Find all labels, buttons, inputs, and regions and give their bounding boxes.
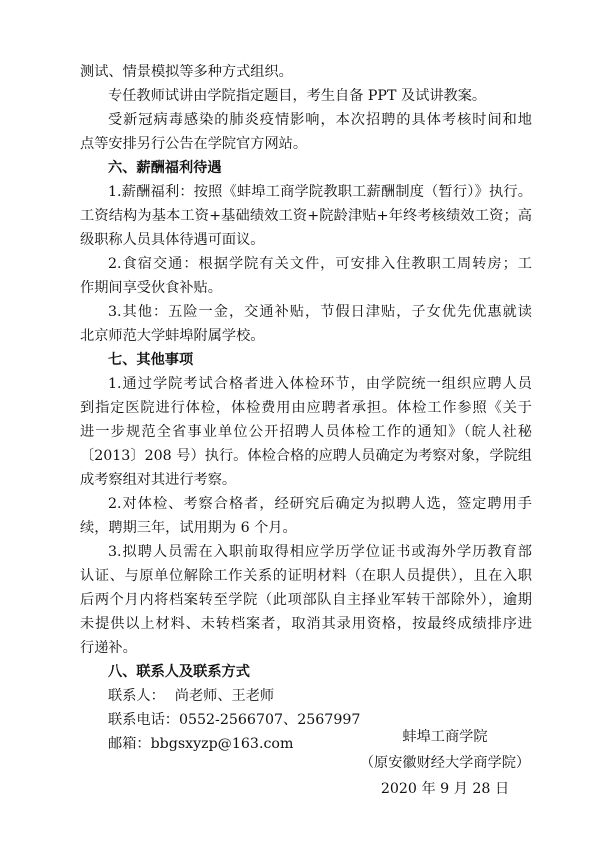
- paragraph-assessment: [80, 60, 532, 156]
- salary-line: 工资结构为基本工资+基础绩效工资+院龄津贴+年终考核绩效工资；高: [80, 208, 532, 224]
- contact-email-label: 邮箱：: [108, 736, 151, 752]
- signature-block: [345, 724, 545, 802]
- other-line: 到指定医院进行体检，体检费用由应聘者承担。体检工作参照《关于: [80, 400, 532, 416]
- section-heading-other: 七、其他事项: [108, 352, 194, 368]
- other-line: 2.对体检、考察合格者，经研究后确定为拟聘人选，签定聘用手: [108, 496, 532, 512]
- salary-line: 1.薪酬福利：按照《蚌埠工商学院教职工薪酬制度（暂行）》执行。: [108, 184, 532, 200]
- contact-email-value[interactable]: bbgsxyzp@163.com: [150, 736, 294, 752]
- contact-person-value: 尚老师、王老师: [174, 688, 275, 704]
- salary-line: 作期间享受伙食补贴。: [80, 280, 222, 296]
- other-line: 进一步规范全省事业单位公开招聘人员体检工作的通知》（皖人社秘: [80, 424, 532, 440]
- signature-date: 2020 年 9 月 28 日: [380, 781, 510, 797]
- salary-line: 3.其他：五险一金，交通补贴，节假日津贴，子女优先优惠就读: [108, 304, 532, 320]
- other-line: 1.通过学院考试合格者进入体检环节，由学院统一组织应聘人员: [108, 376, 532, 392]
- section-heading-salary: 六、薪酬福利待遇: [108, 160, 222, 176]
- document-body: [80, 60, 532, 756]
- salary-line: 级职称人员具体待遇可面议。: [80, 232, 265, 248]
- other-line: 认证、与原单位解除工作关系的证明材料（在职人员提供），且在入职: [80, 568, 532, 584]
- salary-line: 北京师范大学蚌埠附属学校。: [80, 328, 265, 344]
- assessment-line: 测试、情景模拟等多种方式组织。: [80, 64, 293, 80]
- other-line: 成考察组对其进行考察。: [80, 472, 237, 488]
- contact-phone-label: 联系电话：: [108, 712, 179, 728]
- other-line: 〔2013〕208 号）执行。体检合格的应聘人员确定为考察对象，学院组: [80, 448, 532, 464]
- assessment-line: 专任教师试讲由学院指定题目，考生自备 PPT 及试讲教案。: [108, 88, 487, 104]
- other-line: 后两个月内将档案转至学院（此项部队自主择业军转干部除外），逾期: [80, 592, 532, 608]
- salary-line: 2.食宿交通：根据学院有关文件，可安排入住教职工周转房；工: [108, 256, 532, 272]
- contact-person-line: [80, 684, 532, 708]
- contact-phone-value: 0552-2566707、2567997: [178, 712, 361, 728]
- other-line: 3.拟聘人员需在入职前取得相应学历学位证书或海外学历教育部: [108, 544, 532, 560]
- other-line: 未提供以上材料、未转档案者，取消其录用资格，按最终成绩排序进: [80, 616, 532, 632]
- assessment-line: 点等安排另行公告在学院官方网站。: [80, 136, 308, 152]
- section-other-body: [80, 372, 532, 660]
- signature-org: 蚌埠工商学院: [402, 729, 488, 745]
- signature-org-former: （原安徽财经大学商学院）: [359, 755, 531, 771]
- other-line: 行递补。: [80, 640, 137, 656]
- other-line: 续，聘期三年，试用期为 6 个月。: [80, 520, 297, 536]
- assessment-line: 受新冠病毒感染的肺炎疫情影响，本次招聘的具体考核时间和地: [108, 112, 532, 128]
- section-heading-contact: 八、联系人及联系方式: [108, 664, 250, 680]
- section-salary-body: [80, 180, 532, 348]
- contact-person-label: 联系人：: [108, 688, 165, 704]
